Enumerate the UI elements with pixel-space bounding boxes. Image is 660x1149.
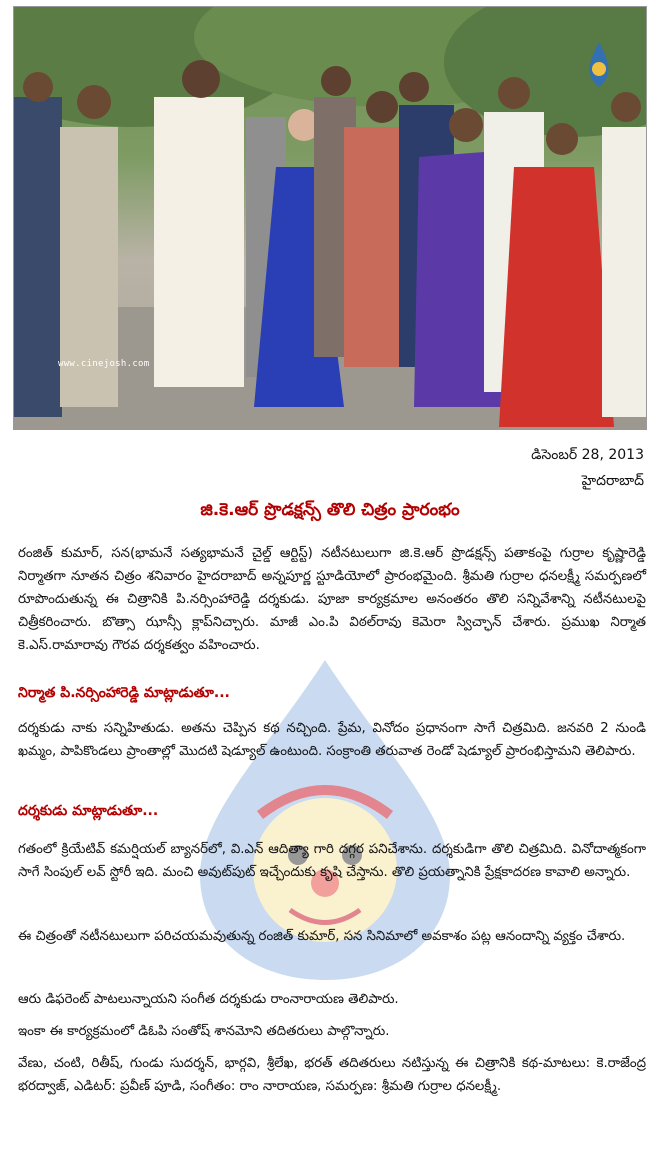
paragraph-director-quote: గతంలో క్రియేటివ్ కమర్షియల్ బ్యానర్‌లో, వి.ఎన్ ఆదిత్యా గారి దగ్గర పనిచేశాను. దర్శకుడిగా తొలి చిత్రమిది. వినోదాత్మకంగా సాగే సింపుల్ లవ్ స్టోరీ ఇది. మంచి అవుట్‌పుట్ ఇచ్చేందుకు కృషి చేస్తాను. తొలి ప్రయత్నానికి ప్రేక్షకాదరణ కావాలి అన్నారు.: [18, 842, 646, 880]
subheading-director: దర్శకుడు మాట్లాడుతూ...: [18, 803, 159, 819]
paragraph-producer-quote: దర్శకుడు నాకు సన్నిహితుడు. అతను చెప్పిన కథ నచ్చింది. ప్రేమ, వినోదం ప్రధానంగా సాగే చిత్రమిది. జనవరి 2 నుండి ఖమ్మం, పాపికొండలు ప్రాంతాల్లో మొదటి షెడ్యూల్ ఉంటుంది. సంక్రాంతి తరువాత రెండో షెడ్యూల్ ప్రారంభిస్తామని తెలిపారు.: [18, 721, 646, 759]
photo-watermark: www.cinejosh.com: [58, 359, 150, 369]
event-photo: [13, 6, 647, 430]
article-date: డిసెంబర్ 28, 2013: [531, 447, 644, 463]
paragraph-intro: రంజిత్ కుమార్, సన(భామనే సత్యభామనే చైల్డ్ ఆర్టిస్ట్) నటీనటులుగా జి.కె.ఆర్ ప్రొడక్షన్స్ పతాకంపై గుర్రాల కృష్ణారెడ్డి నిర్మాతగా నూతన చిత్రం శనివారం హైదరాబాద్ అన్నపూర్ణ స్టూడియోలో ప్రారంభమైంది. శ్రీమతి గుర్రాల ధనలక్ష్మీ సమర్పణలో రూపొందుతున్న ఈ చిత్రానికి పి.నర్సింహారెడ్డి దర్శకుడు. పూజా కార్యక్రమాల అనంతరం తొలి సన్నివేశాన్ని నటీనటులపై చిత్రీకరించారు. బొత్సా ఝాన్సీ క్లాప్‌నిచ్చారు. మాజీ ఎం.పి విఠల్‌రావు కెమెరా స్విచ్ఛాన్ చేశారు. ప్రముఖ నిర్మాత కె.ఎస్.రామారావు గౌరవ దర్శకత్వం వహించారు.: [18, 546, 646, 653]
article-place: హైదరాబాద్: [581, 473, 644, 489]
paragraph-credits: వేణు, చంటి, రితీష్, గుండు సుదర్శన్, భార్గవి, శ్రీలేఖ, భరత్ తదితరులు నటిస్తున్న ఈ చిత్రానికి కథ-మాటలు: కె.రాజేంద్ర భరద్వాజ్, ఎడిటర్: ప్రవీణ్ పూడి, సంగీతం: రాం నారాయణ, సమర్పణ: శ్రీమతి గుర్రాల ధనలక్ష్మీ.: [18, 1056, 646, 1094]
article-headline: జి.కె.ఆర్ ప్రొడక్షన్స్ తొలి చిత్రం ప్రారంభం: [200, 500, 460, 520]
subheading-producer: నిర్మాత పి.నర్సింహారెడ్డి మాట్లాడుతూ...: [18, 685, 230, 701]
paragraph-participants: ఇంకా ఈ కార్యక్రమంలో డిఓపి సంతోష్ శానమోని తదితరులు పాల్గొన్నారు.: [18, 1024, 390, 1039]
paragraph-music: ఆరు డిఫరెంట్ పాటలున్నాయని సంగీత దర్శకుడు రాంనారాయణ తెలిపారు.: [18, 992, 399, 1007]
paragraph-actors: ఈ చిత్రంతో నటీనటులుగా పరిచయమవుతున్న రంజిత్ కుమార్, సన సినిమాలో అవకాశం పట్ల ఆనందాన్ని వ్యక్తం చేశారు.: [18, 929, 626, 944]
